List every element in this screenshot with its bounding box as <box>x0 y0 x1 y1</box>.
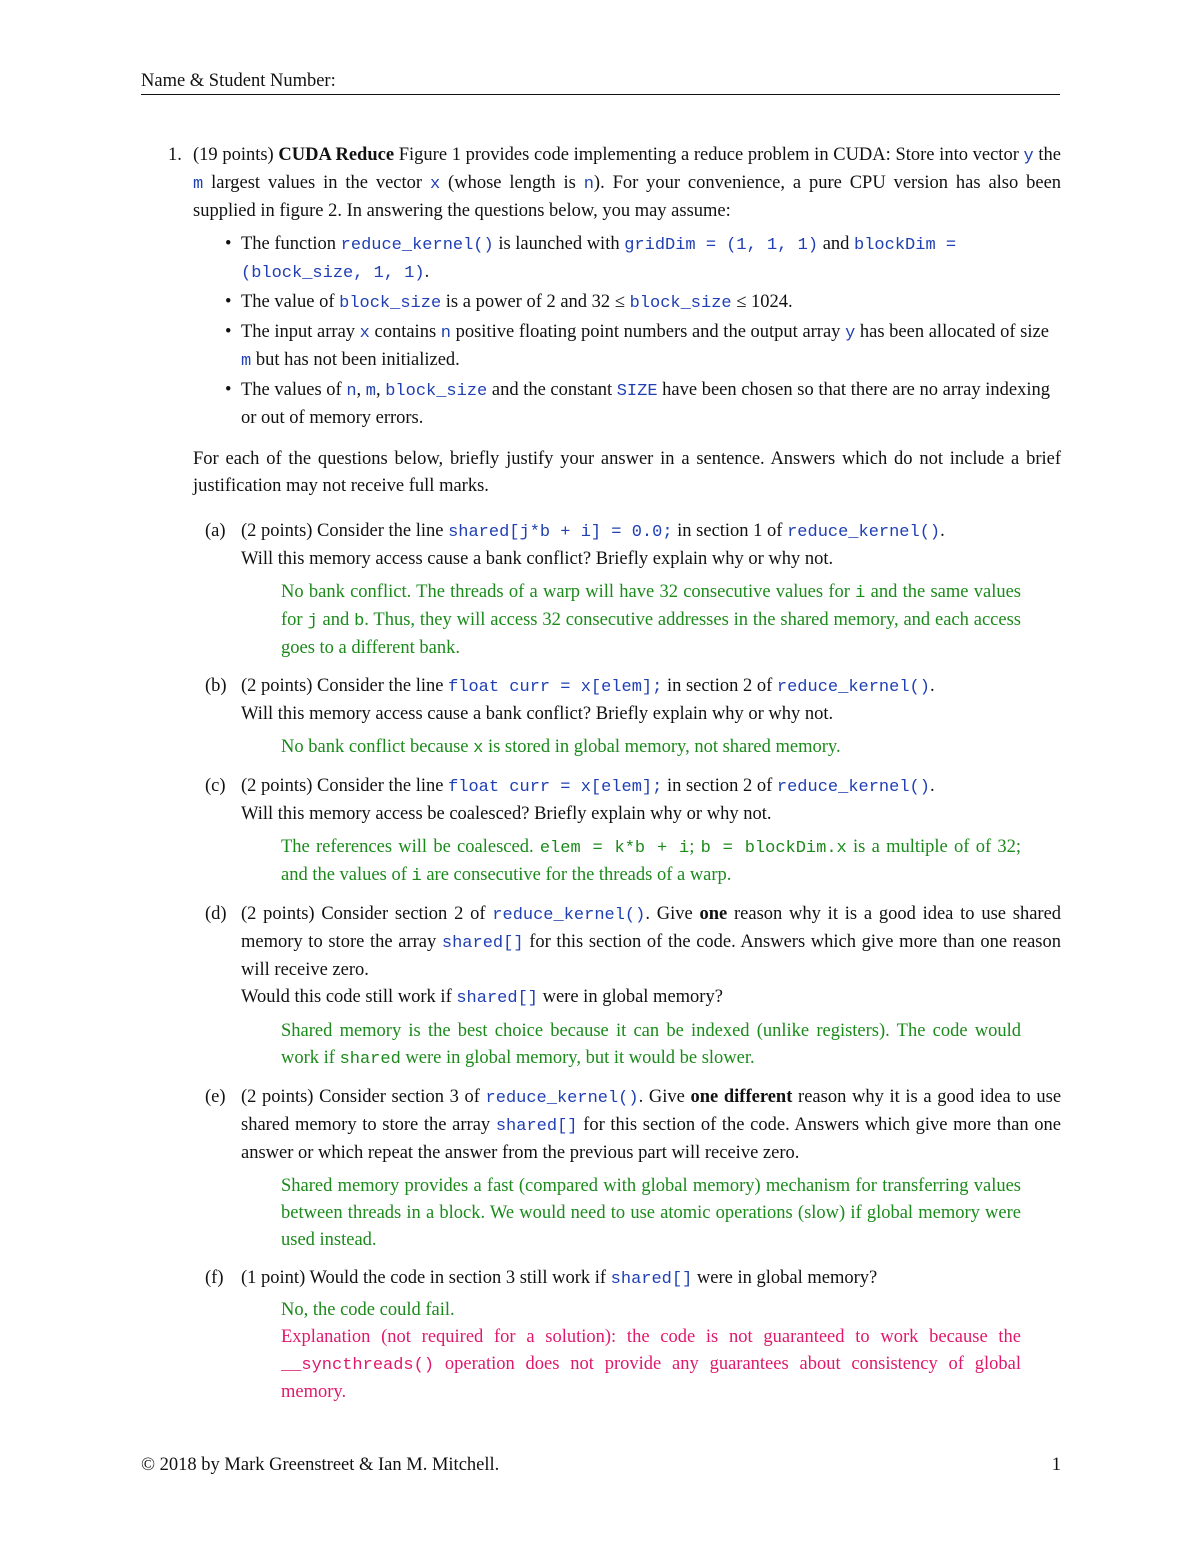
part-answer: Shared memory is the best choice because it can be indexed (unlike registers). The code would work if shared were in global memory, but it would be slower. <box>281 1021 1021 1069</box>
bullet-icon: • <box>225 322 232 342</box>
parts-list <box>193 518 1061 1406</box>
part-label: (e) <box>205 1087 226 1107</box>
bullet-icon: • <box>225 234 232 254</box>
bullet-icon: • <box>225 292 232 312</box>
part-label: (d) <box>205 904 227 924</box>
question-number: 1. <box>168 145 182 165</box>
assumption-item: • The values of n, m, block_size and the constant SIZE have been chosen so that there are no array indexing or out of memory errors. <box>193 377 1061 432</box>
part-question: (2 points) Consider section 2 of reduce_kernel(). Give one reason why it is a good idea to use shared memory to store the array shared[] for this section of the code. Answers which give more than one reason will receive zero. Would this code still work if shared[] were in global memory? <box>241 904 1062 1008</box>
instructions: For each of the questions below, briefly justify your answer in a sentence. Answers which do not include a brief justification may not receive full marks. <box>193 449 1061 496</box>
part-question: (2 points) Consider the line float curr = x[elem]; in section 2 of reduce_kernel(). Will this memory access be coalesced? Briefly explain why or why not. <box>241 776 935 824</box>
part-d <box>193 901 1061 1073</box>
part-label: (c) <box>205 776 226 796</box>
part-question: (2 points) Consider the line shared[j*b + i] = 0.0; in section 1 of reduce_kernel(). Will this memory access cause a bank conflict? Briefly explain why or why not. <box>241 521 945 569</box>
assumptions-list <box>193 231 1061 432</box>
part-label: (f) <box>205 1268 224 1288</box>
part-f <box>193 1265 1061 1406</box>
part-question: (1 point) Would the code in section 3 still work if shared[] were in global memory? <box>241 1268 878 1289</box>
question-1 <box>141 142 1061 1417</box>
part-c <box>193 773 1061 890</box>
part-answer: The references will be coalesced. elem = k*b + i; b = blockDim.x is a multiple of of 32; and the values of i are consecutive for the threads of a warp. <box>281 837 1022 886</box>
part-label: (a) <box>205 521 226 541</box>
part-question: (2 points) Consider the line float curr = x[elem]; in section 2 of reduce_kernel(). Will this memory access cause a bank conflict? Briefly explain why or why not. <box>241 676 935 724</box>
assumption-item: • The function reduce_kernel() is launched with gridDim = (1, 1, 1) and blockDim = (block_size, 1, 1). <box>193 231 1061 287</box>
part-explanation: Explanation (not required for a solution): the code is not guaranteed to work because the __syncthreads() operation does not provide any guarantees about consistency of global memory. <box>281 1327 1022 1402</box>
page-number: 1 <box>1051 1455 1061 1475</box>
part-answer: No bank conflict because x is stored in global memory, not shared memory. <box>281 737 841 758</box>
copyright: © 2018 by Mark Greenstreet & Ian M. Mitchell. <box>141 1455 500 1475</box>
part-label: (b) <box>205 676 227 696</box>
assumption-item: • The input array x contains n positive floating point numbers and the output array y has been allocated of size m but has not been initialized. <box>193 319 1061 375</box>
bullet-icon: • <box>225 380 232 400</box>
part-b <box>193 673 1061 762</box>
page-header <box>141 66 1060 95</box>
question-intro: (19 points) CUDA Reduce Figure 1 provides code implementing a reduce problem in CUDA: Store into vector y the m largest values in the vector x (whose length is n). For your convenience, a pure CPU version has also been supplied in figure 2. In answering the questions below, you may assume: <box>193 145 1062 221</box>
assumption-item: • The value of block_size is a power of 2 and 32 ≤ block_size ≤ 1024. <box>193 289 1061 317</box>
part-a <box>193 518 1061 662</box>
part-question: (2 points) Consider section 3 of reduce_kernel(). Give one different reason why it is a good idea to use shared memory to store the array shared[] for this section of the code. Answers which give more than one answer or which repeat the answer from the previous part will receive zero. <box>241 1087 1062 1163</box>
part-answer: Shared memory provides a fast (compared with global memory) mechanism for transferring values between threads in a block. We would need to use atomic operations (slow) if global memory were used instead. <box>281 1176 1021 1250</box>
part-answer: No bank conflict. The threads of a warp will have 32 consecutive values for i and the same values for j and b. Thus, they will access 32 consecutive addresses in the shared memory, and each access goes to a different bank. <box>281 582 1022 658</box>
part-answer-block <box>281 1297 1021 1406</box>
page-footer <box>141 1452 1061 1479</box>
part-e <box>193 1084 1061 1254</box>
part-answer: No, the code could fail. <box>281 1300 455 1320</box>
name-student-number-label: Name & Student Number: <box>141 71 336 91</box>
question-title: CUDA Reduce <box>278 145 395 165</box>
